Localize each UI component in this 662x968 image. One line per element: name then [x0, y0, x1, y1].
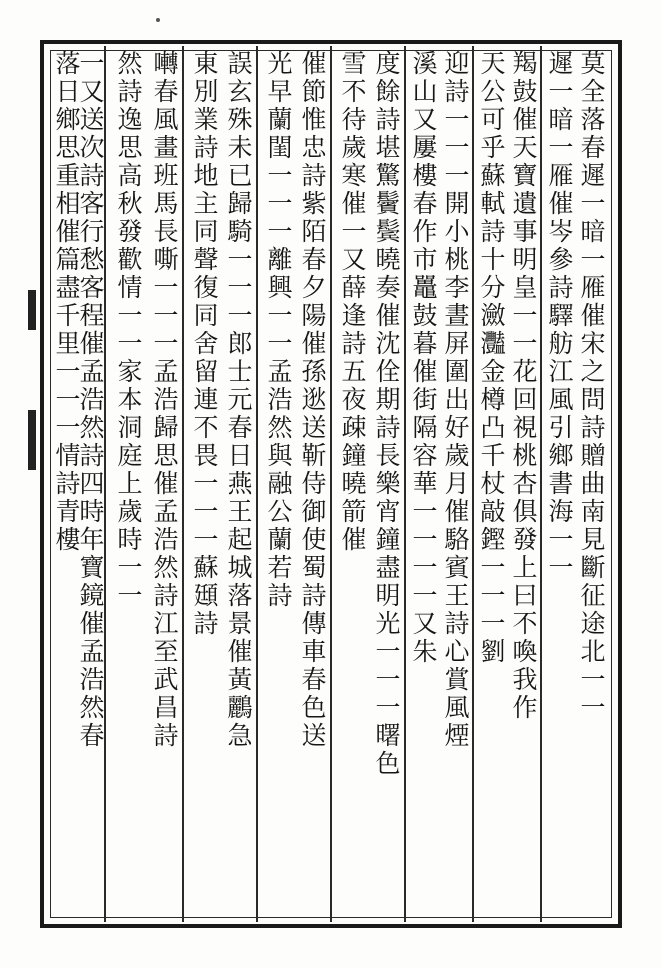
text-column-3: 羯鼓催天寶遺事明皇一一花回視桃杏俱發上曰不喚我作	[509, 50, 538, 722]
binding-mark	[28, 290, 36, 330]
column-rule	[256, 46, 258, 922]
column-rule	[330, 46, 332, 922]
text-column-2: 遲一暗一雁催岑參詩驛舫江風引鄉書海一一	[545, 50, 574, 582]
text-column-11: 誤玄殊未已歸騎一一一郎士元春日燕王起城落景催黃鸝急	[224, 50, 253, 750]
column-rule	[472, 46, 474, 922]
text-column-12: 東別業詩地主同聲復同舍留連不畏一一一蘇頲詩	[190, 50, 219, 638]
column-rule	[540, 46, 542, 922]
text-column-1: 莫全落春遲一暗一雁催宋之問詩贈曲南見斷征途北一一	[577, 50, 606, 722]
text-column-13: 囀春風畫班馬長嘶一一一孟浩歸思催孟浩然詩江至武昌詩	[150, 50, 179, 750]
text-column-10: 光早蘭閨一一一離興一一孟浩然與融公蘭若詩	[264, 50, 293, 610]
text-column-14: 然詩逸思高秋發歡情一一家本洞庭上歲時一一	[114, 50, 143, 610]
column-rule	[182, 46, 184, 922]
text-column-6: 溪山又屢樓春作市鼉鼓暮催街隔容華一一一一又朱	[409, 50, 438, 666]
text-column-8: 雪不待歲寒催一又薛逢詩五夜疎鐘曉箭催	[338, 50, 367, 554]
text-column-4: 天公可乎蘇軾詩十分瀲灩金樽凸千杖敲鏗一一一劉	[477, 50, 506, 666]
text-column-15: 一又送次詩客行愁客程催孟浩然詩四時年寶鏡催孟浩然春	[76, 50, 105, 750]
text-column-7: 度餘詩堪驚鬢鬓曉奏催沈佺期詩長樂宵鐘盡明光一一一曙色	[372, 50, 401, 778]
text-column-9: 催節惟忠詩紫陌春夕陽催孫逖送靳侍御使蜀詩傳車春色送	[298, 50, 327, 750]
scan-speck	[156, 18, 160, 22]
binding-mark	[28, 410, 36, 470]
column-rule	[404, 46, 406, 922]
text-column-16: 落日鄉思重相催篇盡千里一一一情詩青樓	[52, 50, 81, 554]
text-column-5: 迎詩一一一開小桃李晝屏圍出好歲月催駱賓王詩心賞風煙	[441, 50, 470, 750]
